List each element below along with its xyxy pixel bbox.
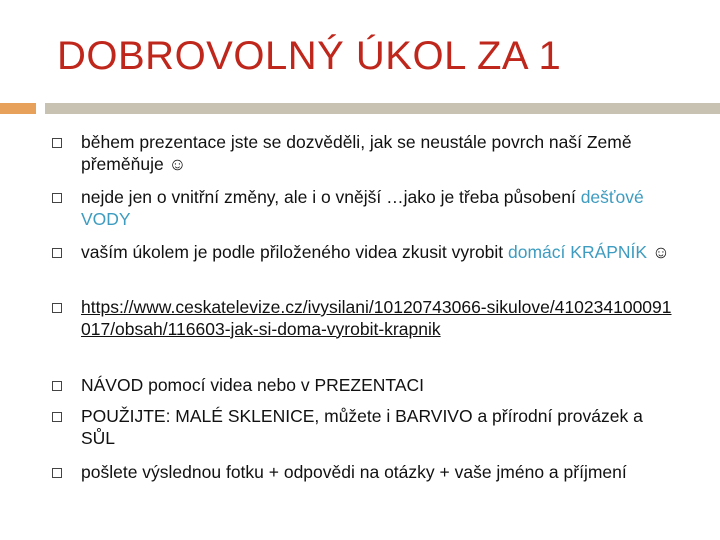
highlight-text: dešťové VODY: [81, 187, 644, 229]
slide-title: DOBROVOLNÝ ÚKOL ZA 1: [57, 34, 562, 78]
bullet-text: během prezentace jste se dozvěděli, jak se neustále povrch naší Země přeměňuje ☺: [81, 132, 632, 174]
square-bullet-icon: [52, 248, 62, 258]
bullet-text: pošlete výslednou fotku + odpovědi na otázky + vaše jméno a příjmení: [81, 462, 627, 482]
bullet-text: [81, 187, 681, 230]
square-bullet-icon: [52, 412, 62, 422]
bullet-text-part: ☺: [647, 242, 670, 262]
bullet-text: [81, 297, 681, 340]
bullet-text: POUŽIJTE: MALÉ SKLENICE, můžete i BARVIVO a přírodní provázek a SŮL: [81, 406, 643, 448]
square-bullet-icon: [52, 193, 62, 203]
bullet-text: [81, 242, 681, 264]
square-bullet-icon: [52, 303, 62, 313]
bullet-text: NÁVOD pomocí videa nebo v PREZENTACI: [81, 375, 424, 395]
video-link[interactable]: https://www.ceskatelevize.cz/ivysilani/10120743066-sikulove/410234100091017/obsah/116603-jak-si-doma-vyrobit-krapnik: [81, 297, 672, 339]
bullet-text-part: vaším úkolem je podle přiloženého videa zkusit vyrobit: [81, 242, 509, 262]
highlight-text: domácí KRÁPNÍK: [508, 242, 648, 262]
square-bullet-icon: [52, 468, 62, 478]
square-bullet-icon: [52, 381, 62, 391]
bullet-text-part: nejde jen o vnitřní změny, ale i o vnější …jako je třeba působení: [81, 187, 581, 207]
square-bullet-icon: [52, 138, 62, 148]
